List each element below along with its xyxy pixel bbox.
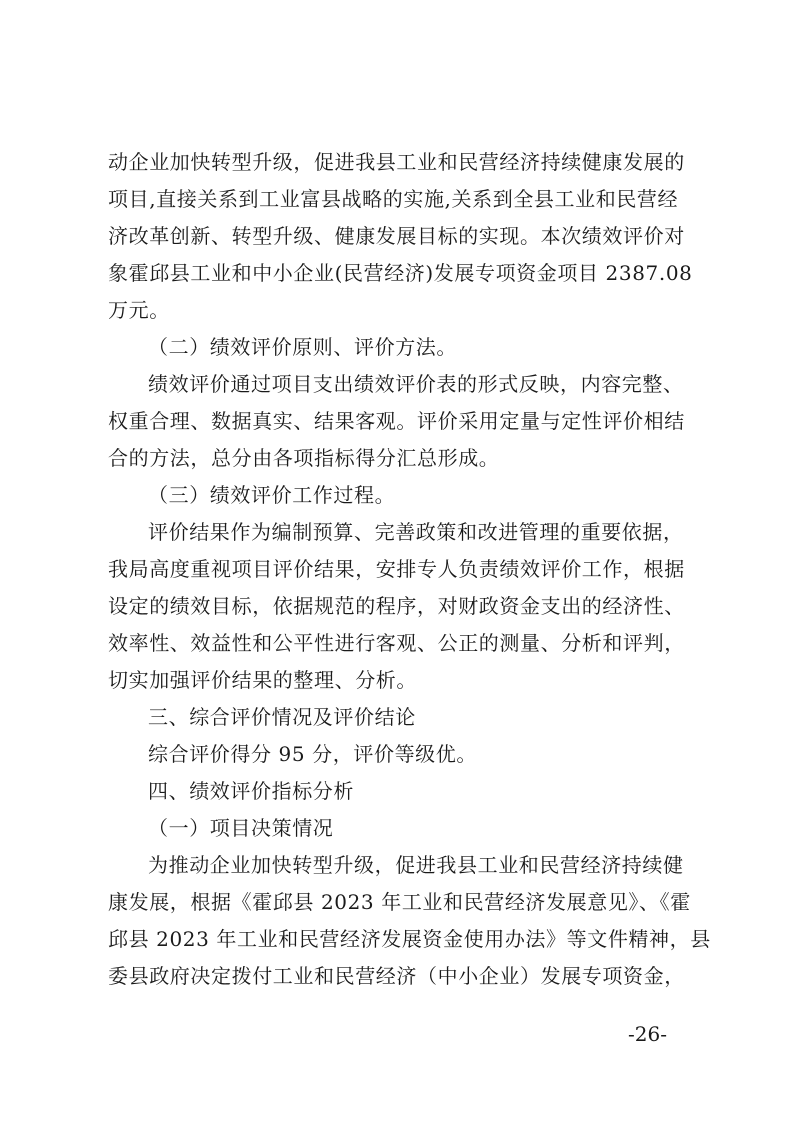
body-text-line: 象霍邱县工业和中小企业(民营经济)发展专项资金项目 2387.08 <box>108 261 693 285</box>
body-text-line: 动企业加快转型升级，促进我县工业和民营经济持续健康发展的 <box>108 150 685 174</box>
body-text-line: 委县政府决定拨付工业和民营经济（中小企业）发展专项资金， <box>108 964 685 988</box>
body-text-line: 权重合理、数据真实、结果客观。评价采用定量与定性评价相结 <box>108 409 685 433</box>
page-number: -26- <box>628 1022 667 1046</box>
section-heading: 四、绩效评价指标分析 <box>148 779 354 803</box>
body-text-line: 设定的绩效目标，依据规范的程序，对财政资金支出的经济性、 <box>108 594 685 618</box>
section-heading: 三、综合评价情况及评价结论 <box>148 705 416 729</box>
body-text-line: 为推动企业加快转型升级，促进我县工业和民营经济持续健 <box>148 853 684 877</box>
body-text-line: 评价结果作为编制预算、完善政策和改进管理的重要依据， <box>148 520 684 544</box>
body-text-line: 项目,直接关系到工业富县战略的实施,关系到全县工业和民营经 <box>108 187 679 211</box>
section-heading: （一）项目决策情况 <box>148 816 334 840</box>
body-text-line: 济改革创新、转型升级、健康发展目标的实现。本次绩效评价对 <box>108 224 685 248</box>
body-text-line: 邱县 2023 年工业和民营经济发展资金使用办法》等文件精神，县 <box>108 927 711 951</box>
body-text-line: 绩效评价通过项目支出绩效评价表的形式反映，内容完整、 <box>148 372 684 396</box>
section-heading: （三）绩效评价工作过程。 <box>148 483 396 507</box>
body-text-line: 切实加强评价结果的整理、分析。 <box>108 668 417 692</box>
body-text-line: 合的方法，总分由各项指标得分汇总形成。 <box>108 446 500 470</box>
body-text-line: 我局高度重视项目评价结果，安排专人负责绩效评价工作，根据 <box>108 557 685 581</box>
body-text-line: 万元。 <box>108 298 170 322</box>
body-text-line: 康发展，根据《霍邱县 2023 年工业和民营经济发展意见》、《霍 <box>108 890 691 914</box>
section-heading: （二）绩效评价原则、评价方法。 <box>148 335 457 359</box>
body-text-line: 效率性、效益性和公平性进行客观、公正的测量、分析和评判， <box>108 631 685 655</box>
body-text-line: 综合评价得分 95 分，评价等级优。 <box>148 742 477 766</box>
